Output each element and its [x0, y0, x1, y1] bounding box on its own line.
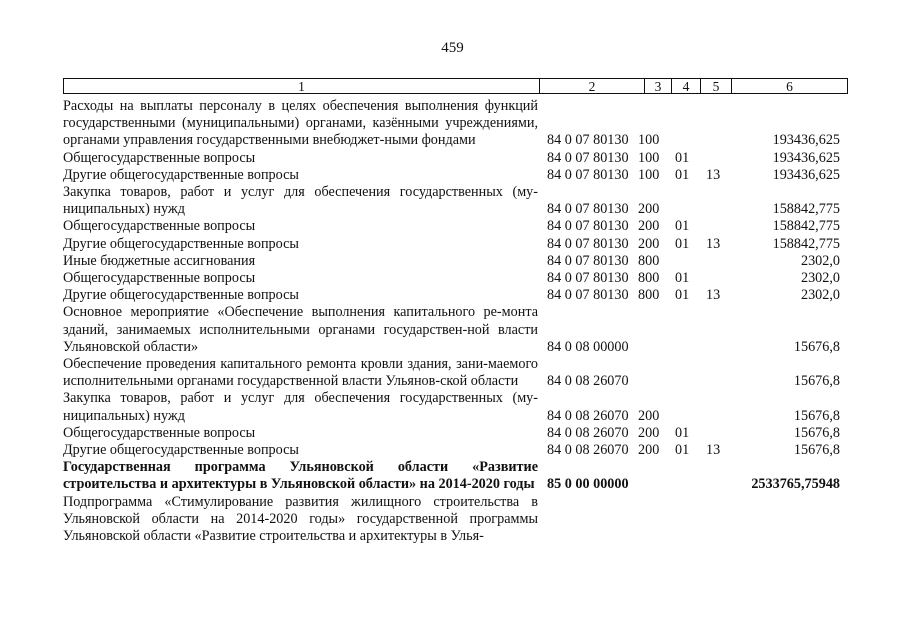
row-amount: 2302,0 [800, 252, 840, 269]
row-section: 01 [675, 424, 690, 441]
row-expense-type: 800 [638, 270, 660, 287]
row-code: 84 0 07 80130 [547, 235, 629, 252]
row-amount: 2533765,75948 [751, 476, 840, 493]
table-header [63, 78, 848, 94]
table-row [63, 459, 848, 493]
table-row [63, 236, 848, 253]
row-name: Другие общегосударственные вопросы [63, 442, 299, 459]
table-body [63, 98, 848, 545]
row-amount: 15676,8 [793, 407, 840, 424]
row-code: 84 0 07 80130 [547, 218, 629, 235]
table-row [63, 494, 848, 546]
table-row [63, 270, 848, 287]
row-amount: 193436,625 [772, 149, 840, 166]
row-name: Иные бюджетные ассигнования [63, 252, 256, 269]
row-code: 84 0 07 80130 [547, 201, 629, 218]
row-amount: 15676,8 [793, 338, 840, 355]
row-name: Государственная программа Ульяновской области «Развитие строительства и архитектуры в Ульяновской области» на 2014-2020 годы [63, 459, 538, 493]
row-amount: 15676,8 [793, 373, 840, 390]
row-code: 84 0 08 26070 [547, 407, 629, 424]
row-section: 01 [675, 166, 690, 183]
row-name: Основное мероприятие «Обеспечение выполнения капитального ре-монта зданий, занимаемых исполнительными органами государствен-ной власти Ульяновской области» [63, 304, 538, 355]
row-name: Подпрограмма «Стимулирование развития жилищного строительства в Ульяновской области на 2014-2020 годы» государственной программы Ульяновской области «Развитие строительства и архитектуры в Улья- [63, 493, 538, 545]
row-section: 01 [675, 270, 690, 287]
row-code: 84 0 08 26070 [547, 373, 629, 390]
header-col-2: 2 [539, 79, 644, 93]
row-expense-type: 800 [638, 287, 660, 304]
row-code: 84 0 07 80130 [547, 287, 629, 304]
row-amount: 193436,625 [772, 132, 840, 149]
row-subsection: 13 [706, 235, 721, 252]
row-name: Другие общегосударственные вопросы [63, 287, 299, 304]
row-code: 84 0 08 26070 [547, 424, 629, 441]
table-row [63, 184, 848, 218]
row-name: Другие общегосударственные вопросы [63, 166, 299, 183]
row-code: 85 0 00 00000 [547, 476, 629, 493]
table-row [63, 442, 848, 459]
row-expense-type: 200 [638, 407, 660, 424]
row-expense-type: 100 [638, 149, 660, 166]
table-row [63, 253, 848, 270]
row-subsection: 13 [706, 166, 721, 183]
row-section: 01 [675, 287, 690, 304]
row-name: Закупка товаров, работ и услуг для обеспечения государственных (му-ниципальных) нужд [63, 184, 538, 218]
row-expense-type: 800 [638, 252, 660, 269]
row-amount: 158842,775 [772, 201, 840, 218]
row-section: 01 [675, 442, 690, 459]
table-row [63, 167, 848, 184]
header-col-5: 5 [700, 79, 731, 93]
row-amount: 158842,775 [772, 218, 840, 235]
table-row [63, 98, 848, 150]
row-name: Общегосударственные вопросы [63, 218, 256, 235]
row-expense-type: 100 [638, 166, 660, 183]
table-row [63, 304, 848, 356]
row-name: Общегосударственные вопросы [63, 424, 256, 441]
row-expense-type: 200 [638, 424, 660, 441]
row-expense-type: 200 [638, 235, 660, 252]
table-row [63, 425, 848, 442]
row-expense-type: 200 [638, 442, 660, 459]
row-amount: 158842,775 [772, 235, 840, 252]
row-code: 84 0 07 80130 [547, 132, 629, 149]
header-col-1: 1 [298, 79, 305, 94]
row-subsection: 13 [706, 442, 721, 459]
row-section: 01 [675, 149, 690, 166]
row-code: 84 0 08 00000 [547, 338, 629, 355]
row-name: Обеспечение проведения капитального ремонта кровли здания, зани-маемого исполнительными органами государственной власти Ульянов-ской области [63, 356, 538, 390]
row-code: 84 0 07 80130 [547, 149, 629, 166]
row-section: 01 [675, 218, 690, 235]
row-amount: 15676,8 [793, 442, 840, 459]
row-name: Общегосударственные вопросы [63, 149, 256, 166]
table-row [63, 218, 848, 235]
page-number: 459 [441, 40, 464, 56]
header-col-6: 6 [731, 79, 847, 93]
row-code: 84 0 07 80130 [547, 166, 629, 183]
row-code: 84 0 08 26070 [547, 442, 629, 459]
table-row [63, 390, 848, 424]
row-subsection: 13 [706, 287, 721, 304]
row-expense-type: 100 [638, 132, 660, 149]
row-name: Другие общегосударственные вопросы [63, 235, 299, 252]
row-section: 01 [675, 235, 690, 252]
row-expense-type: 200 [638, 218, 660, 235]
row-amount: 15676,8 [793, 424, 840, 441]
row-name: Закупка товаров, работ и услуг для обеспечения государственных (му-ниципальных) нужд [63, 390, 538, 424]
row-amount: 2302,0 [800, 270, 840, 287]
table-row [63, 150, 848, 167]
row-name: Общегосударственные вопросы [63, 270, 256, 287]
header-col-3: 3 [644, 79, 671, 93]
header-col-4: 4 [671, 79, 700, 93]
row-expense-type: 200 [638, 201, 660, 218]
row-name: Расходы на выплаты персоналу в целях обеспечения выполнения функций государственными (муниципальными) органами, казёнными учреждениями, органами управления государственными внебюджет-ными фондами [63, 98, 538, 149]
row-code: 84 0 07 80130 [547, 270, 629, 287]
row-amount: 2302,0 [800, 287, 840, 304]
table-row [63, 287, 848, 304]
row-amount: 193436,625 [772, 166, 840, 183]
table-row [63, 356, 848, 390]
row-code: 84 0 07 80130 [547, 252, 629, 269]
